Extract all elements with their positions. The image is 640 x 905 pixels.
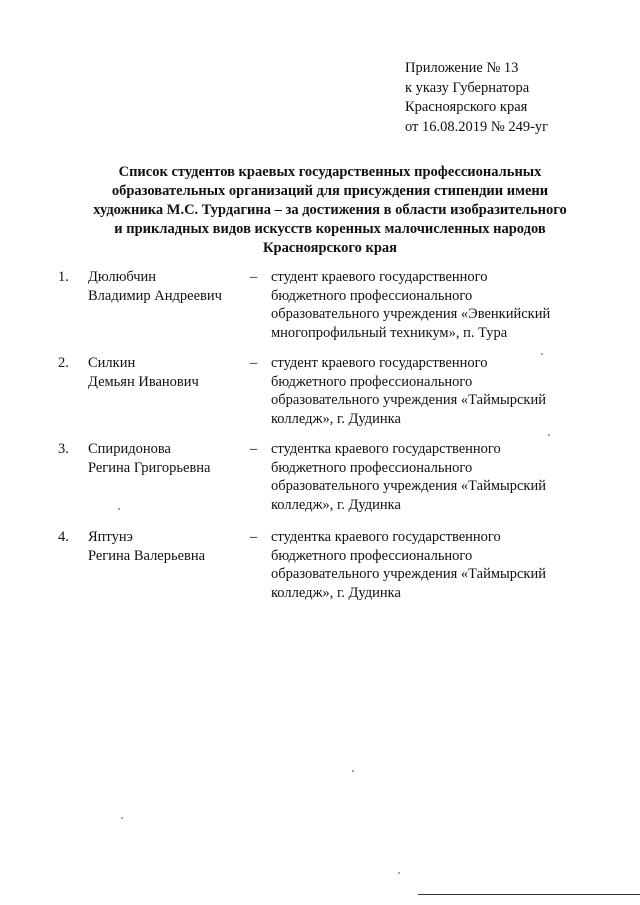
appendix-block	[405, 59, 548, 137]
description-line: студент краевого государственного	[271, 355, 488, 371]
description-line: образовательного учреждения «Таймырский	[271, 478, 546, 494]
student-surname: Дюлюбчин	[88, 269, 157, 285]
description-line: бюджетного профессионального	[271, 287, 473, 304]
student-given-name: Регина Григорьевна	[88, 459, 211, 476]
student-name	[88, 268, 222, 305]
scan-speck	[118, 508, 120, 510]
student-surname: Силкин	[88, 355, 136, 371]
scan-speck	[398, 872, 400, 874]
item-number: 2.	[58, 355, 69, 371]
description-line: бюджетного профессионального	[271, 373, 473, 390]
student-given-name: Владимир Андреевич	[88, 287, 222, 304]
dash-separator: –	[250, 355, 258, 371]
student-description	[271, 354, 601, 428]
scan-speck	[548, 434, 550, 436]
appendix-line: от 16.08.2019 № 249-уг	[405, 118, 549, 135]
title-line: и прикладных видов искусств коренных малочисленных народов	[114, 221, 546, 237]
student-description	[271, 528, 601, 602]
description-line: колледж», г. Дудинка	[271, 496, 401, 513]
student-given-name: Регина Валерьевна	[88, 547, 206, 564]
description-line: образовательного учреждения «Таймырский	[271, 392, 546, 408]
appendix-line: Приложение № 13	[405, 60, 519, 76]
description-line: образовательного учреждения «Таймырский	[271, 566, 546, 582]
item-number: 3.	[58, 441, 69, 457]
scan-edge-line	[418, 894, 640, 895]
student-description	[271, 268, 601, 342]
student-surname: Яптунэ	[88, 529, 133, 545]
description-line: многопрофильный техникум», п. Тура	[271, 324, 508, 341]
scan-speck	[541, 353, 543, 355]
student-description	[271, 440, 601, 514]
student-surname: Спиридонова	[88, 441, 171, 457]
student-name	[88, 354, 199, 391]
dash-separator: –	[250, 441, 258, 457]
student-given-name: Демьян Иванович	[88, 373, 199, 390]
description-line: студентка краевого государственного	[271, 441, 501, 457]
description-line: образовательного учреждения «Эвенкийский	[271, 306, 551, 322]
student-name	[88, 440, 211, 477]
description-line: колледж», г. Дудинка	[271, 584, 401, 601]
description-line: студентка краевого государственного	[271, 529, 501, 545]
title-line: образовательных организаций для присуждения стипендии имени	[111, 183, 549, 199]
dash-separator: –	[250, 269, 258, 285]
student-name	[88, 528, 205, 565]
scan-speck	[121, 817, 123, 819]
description-line: бюджетного профессионального	[271, 459, 473, 476]
item-number: 1.	[58, 269, 69, 285]
title-line: художника М.С. Турдагина – за достижения в области изобразительного	[93, 202, 567, 218]
description-line: колледж», г. Дудинка	[271, 410, 401, 427]
item-number: 4.	[58, 529, 69, 545]
document-title	[60, 163, 600, 258]
title-line: Список студентов краевых государственных профессиональных	[118, 164, 542, 180]
description-line: студент краевого государственного	[271, 269, 488, 285]
appendix-line: к указу Губернатора	[405, 79, 530, 96]
dash-separator: –	[250, 529, 258, 545]
scan-speck	[352, 770, 354, 772]
title-line: Красноярского края	[263, 240, 397, 256]
appendix-line: Красноярского края	[405, 99, 528, 115]
description-line: бюджетного профессионального	[271, 547, 473, 564]
